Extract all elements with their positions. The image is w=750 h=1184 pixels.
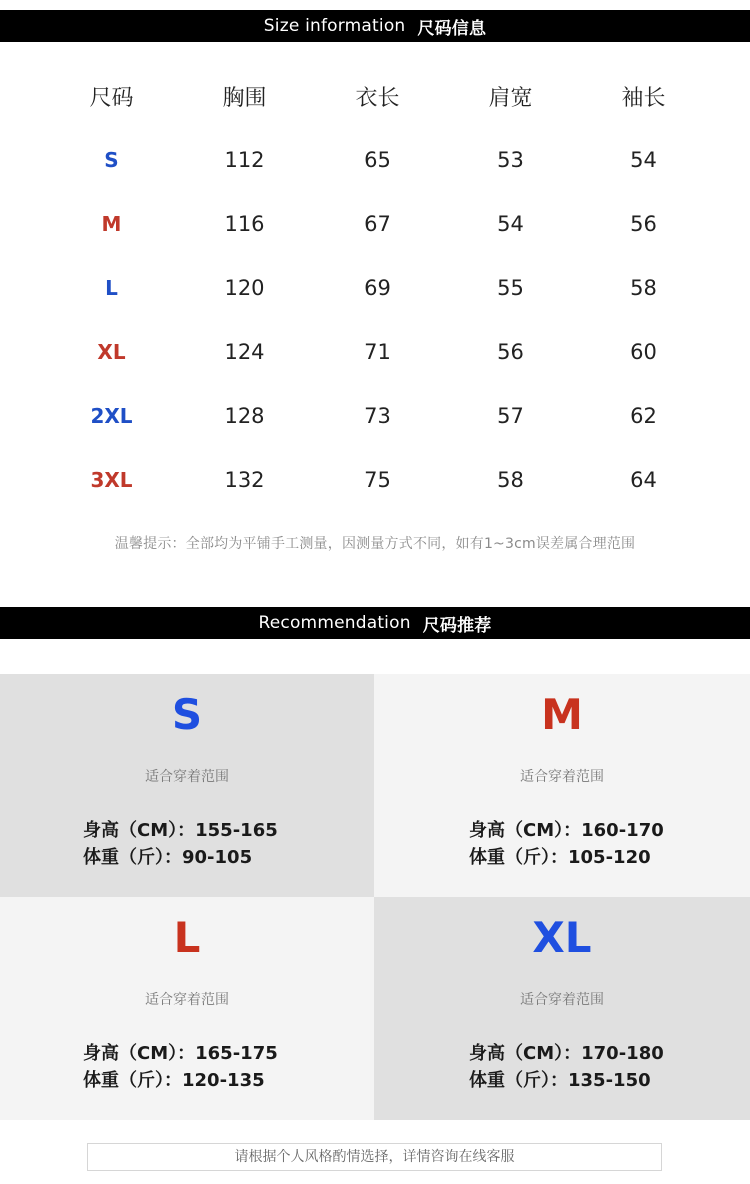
sleeve-cell: 62 [630, 404, 657, 428]
recommend-size: L [173, 913, 201, 962]
recommend-card-s [0, 674, 374, 897]
fit-range-label: 适合穿着范围 [145, 992, 229, 1008]
header-length: 衣长 [355, 85, 400, 111]
shoulder-cell: 56 [497, 340, 524, 364]
weight-range: 体重（斤）：90-105 [83, 847, 253, 868]
shoulder-cell: 58 [497, 468, 524, 492]
fit-range-label: 适合穿着范围 [520, 992, 604, 1008]
shoulder-cell: 54 [497, 212, 524, 236]
recommendation-title-en: Recommendation [258, 613, 411, 633]
sleeve-cell: 54 [630, 148, 657, 172]
recommend-card-xl [374, 897, 750, 1120]
length-cell: 73 [364, 404, 391, 428]
header-chest: 胸围 [222, 85, 267, 111]
size-cell: S [104, 148, 119, 172]
size-info-header [0, 10, 750, 42]
table-row [45, 448, 710, 512]
recommend-size: XL [532, 913, 592, 962]
chest-cell: 116 [224, 212, 265, 236]
header-size: 尺码 [89, 85, 134, 111]
sleeve-cell: 58 [630, 276, 657, 300]
recommend-size: S [171, 690, 203, 739]
chest-cell: 120 [224, 276, 265, 300]
length-cell: 65 [364, 148, 391, 172]
recommendation-title-cn: 尺码推荐 [422, 615, 492, 636]
height-range: 身高（CM）：165-175 [83, 1043, 278, 1064]
table-row [45, 128, 710, 192]
weight-range: 体重（斤）：135-150 [469, 1070, 651, 1091]
length-cell: 69 [364, 276, 391, 300]
weight-range: 体重（斤）：120-135 [83, 1070, 265, 1091]
table-row [45, 384, 710, 448]
size-cell: XL [97, 340, 126, 364]
chest-cell: 128 [224, 404, 265, 428]
recommendation-grid [0, 674, 750, 1120]
size-info-title-cn: 尺码信息 [417, 18, 487, 39]
table-row [45, 256, 710, 320]
measurement-tip: 温馨提示：全部均为平铺手工测量，因测量方式不同，如有1~3cm误差属合理范围 [114, 536, 636, 552]
size-cell: 2XL [90, 404, 133, 428]
chest-cell: 132 [224, 468, 265, 492]
sleeve-cell: 60 [630, 340, 657, 364]
size-cell: 3XL [90, 468, 133, 492]
size-info-title-en: Size information [263, 16, 406, 36]
chest-cell: 124 [224, 340, 265, 364]
height-range: 身高（CM）：155-165 [83, 820, 278, 841]
shoulder-cell: 53 [497, 148, 524, 172]
weight-range: 体重（斤）：105-120 [469, 847, 651, 868]
height-range: 身高（CM）：160-170 [469, 820, 664, 841]
header-sleeve: 袖长 [621, 85, 666, 111]
shoulder-cell: 55 [497, 276, 524, 300]
length-cell: 75 [364, 468, 391, 492]
sleeve-cell: 56 [630, 212, 657, 236]
chest-cell: 112 [224, 148, 265, 172]
header-shoulder: 肩宽 [488, 85, 533, 111]
length-cell: 71 [364, 340, 391, 364]
height-range: 身高（CM）：170-180 [469, 1043, 664, 1064]
table-row [45, 320, 710, 384]
recommend-card-l [0, 897, 374, 1120]
size-cell: L [105, 276, 118, 300]
table-header-row [45, 64, 710, 128]
recommend-card-m [374, 674, 750, 897]
fit-range-label: 适合穿着范围 [520, 769, 604, 785]
table-row [45, 192, 710, 256]
size-table [45, 64, 710, 512]
shoulder-cell: 57 [497, 404, 524, 428]
sleeve-cell: 64 [630, 468, 657, 492]
recommendation-header [0, 607, 750, 639]
fit-range-label: 适合穿着范围 [145, 769, 229, 785]
recommend-size: M [541, 690, 583, 739]
footer-note: 请根据个人风格酌情选择，详情咨询在线客服 [87, 1143, 662, 1171]
length-cell: 67 [364, 212, 391, 236]
size-cell: M [101, 212, 122, 236]
